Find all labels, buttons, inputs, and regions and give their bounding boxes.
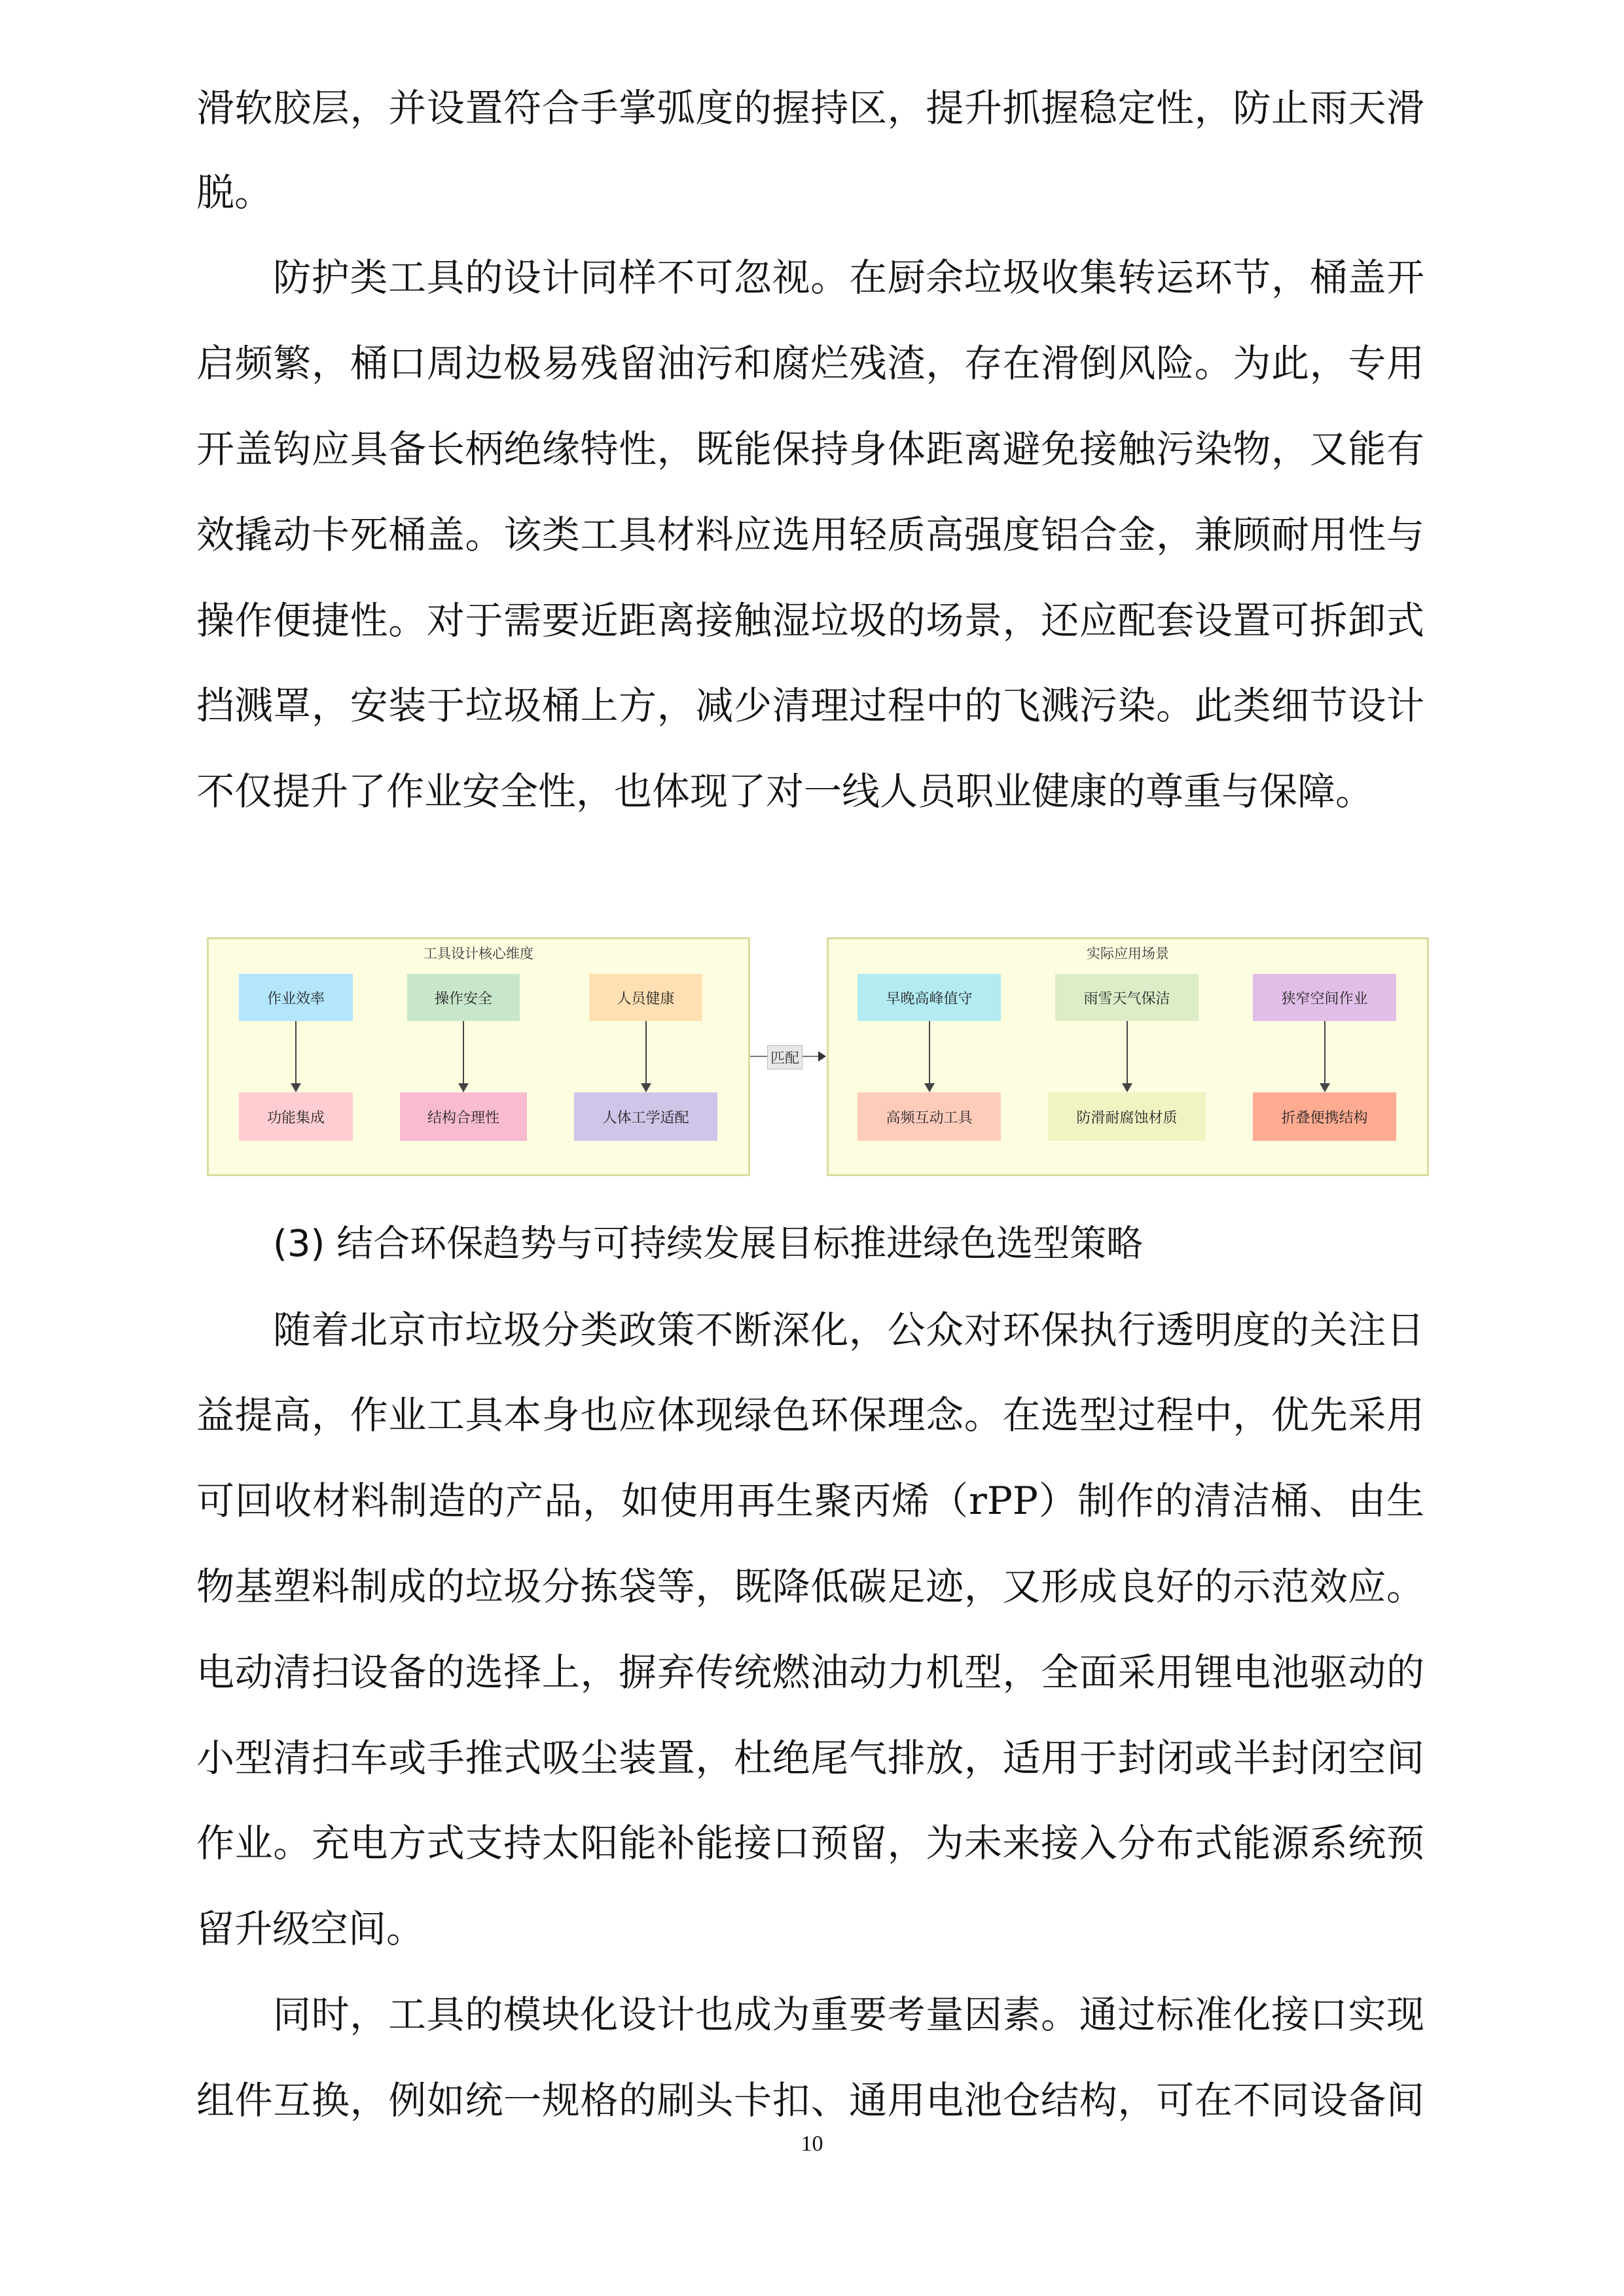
node-work-efficiency: 作业效率 bbox=[239, 974, 353, 1021]
arrow-down-icon bbox=[463, 1021, 464, 1091]
text-line: 小型清扫车或手推式吸尘装置，杜绝尾气排放，适用于封闭或半封闭空间 bbox=[196, 1736, 1424, 1780]
text-line: 益提高，作业工具本身也应体现绿色环保理念。在选型过程中，优先采用 bbox=[196, 1393, 1424, 1437]
frame-title: 实际应用场景 bbox=[1087, 946, 1169, 961]
text-line: 作业。充电方式支持太阳能补能接口预留，为未来接入分布式能源系统预 bbox=[196, 1821, 1424, 1865]
match-label: 匹配 bbox=[767, 1045, 803, 1069]
node-anti-slip-material: 防滑耐腐蚀材质 bbox=[1048, 1092, 1206, 1141]
text-line: 同时，工具的模块化设计也成为重要考量因素。通过标准化接口实现 bbox=[273, 1992, 1424, 2037]
node-rain-snow-cleaning: 雨雪天气保洁 bbox=[1055, 974, 1199, 1021]
text-line: 随着北京市垃圾分类政策不断深化，公众对环保执行透明度的关注日 bbox=[273, 1308, 1424, 1352]
text-line: 开盖钩应具备长柄绝缘特性，既能保持身体距离避免接触污染物，又能有 bbox=[196, 427, 1424, 471]
text-line: 留升级空间。 bbox=[196, 1907, 425, 1951]
text-line: 挡溅罩，安装于垃圾桶上方，减少清理过程中的飞溅污染。此类细节设计 bbox=[196, 683, 1424, 728]
section-heading: (3) 结合环保趋势与可持续发展目标推进绿色选型策略 bbox=[273, 1223, 1144, 1265]
node-ergonomics: 人体工学适配 bbox=[574, 1092, 717, 1141]
text-line: 不仅提升了作业安全性，也体现了对一线人员职业健康的尊重与保障。 bbox=[196, 769, 1374, 814]
text-line: 物基塑料制成的垃圾分拣袋等，既降低碳足迹，又形成良好的示范效应。 bbox=[196, 1564, 1424, 1609]
text-line: 操作便捷性。对于需要近距离接触湿垃圾的场景，还应配套设置可拆卸式 bbox=[196, 598, 1424, 643]
node-peak-hours: 早晚高峰值守 bbox=[857, 974, 1001, 1021]
node-foldable-structure: 折叠便携结构 bbox=[1253, 1092, 1396, 1141]
node-function-integration: 功能集成 bbox=[239, 1092, 353, 1141]
node-staff-health: 人员健康 bbox=[589, 974, 702, 1021]
frame-title: 工具设计核心维度 bbox=[424, 946, 533, 961]
text-line: 组件互换，例如统一规格的刷头卡扣、通用电池仓结构，可在不同设备间 bbox=[196, 2078, 1424, 2123]
arrow-down-icon bbox=[645, 1021, 647, 1091]
text-line: 电动清扫设备的选择上，摒弃传统燃油动力机型，全面采用锂电池驱动的 bbox=[196, 1650, 1424, 1695]
arrow-down-icon bbox=[1127, 1021, 1128, 1091]
text-line: 启频繁，桶口周边极易残留油污和腐烂残渣，存在滑倒风险。为此，专用 bbox=[196, 341, 1424, 386]
text-line: 防护类工具的设计同样不可忽视。在厨余垃圾收集转运环节，桶盖开 bbox=[273, 255, 1424, 300]
arrow-down-icon bbox=[295, 1021, 297, 1091]
node-high-frequency-tools: 高频互动工具 bbox=[857, 1092, 1001, 1141]
node-narrow-space: 狭窄空间作业 bbox=[1253, 974, 1396, 1021]
text-line: 脱。 bbox=[196, 170, 273, 215]
text-line: 效撬动卡死桶盖。该类工具材料应选用轻质高强度铝合金，兼顾耐用性与 bbox=[196, 512, 1424, 557]
arrow-down-icon bbox=[1324, 1021, 1326, 1091]
page-number: 10 bbox=[801, 2132, 823, 2156]
text-line: 可回收材料制造的产品，如使用再生聚丙烯（rPP）制作的清洁桶、由生 bbox=[196, 1479, 1424, 1523]
text-line: 滑软胶层，并设置符合手掌弧度的握持区，提升抓握稳定性，防止雨天滑 bbox=[196, 86, 1424, 130]
node-structure-rationality: 结构合理性 bbox=[400, 1092, 527, 1141]
node-operation-safety: 操作安全 bbox=[407, 974, 520, 1021]
arrow-down-icon bbox=[929, 1021, 930, 1091]
